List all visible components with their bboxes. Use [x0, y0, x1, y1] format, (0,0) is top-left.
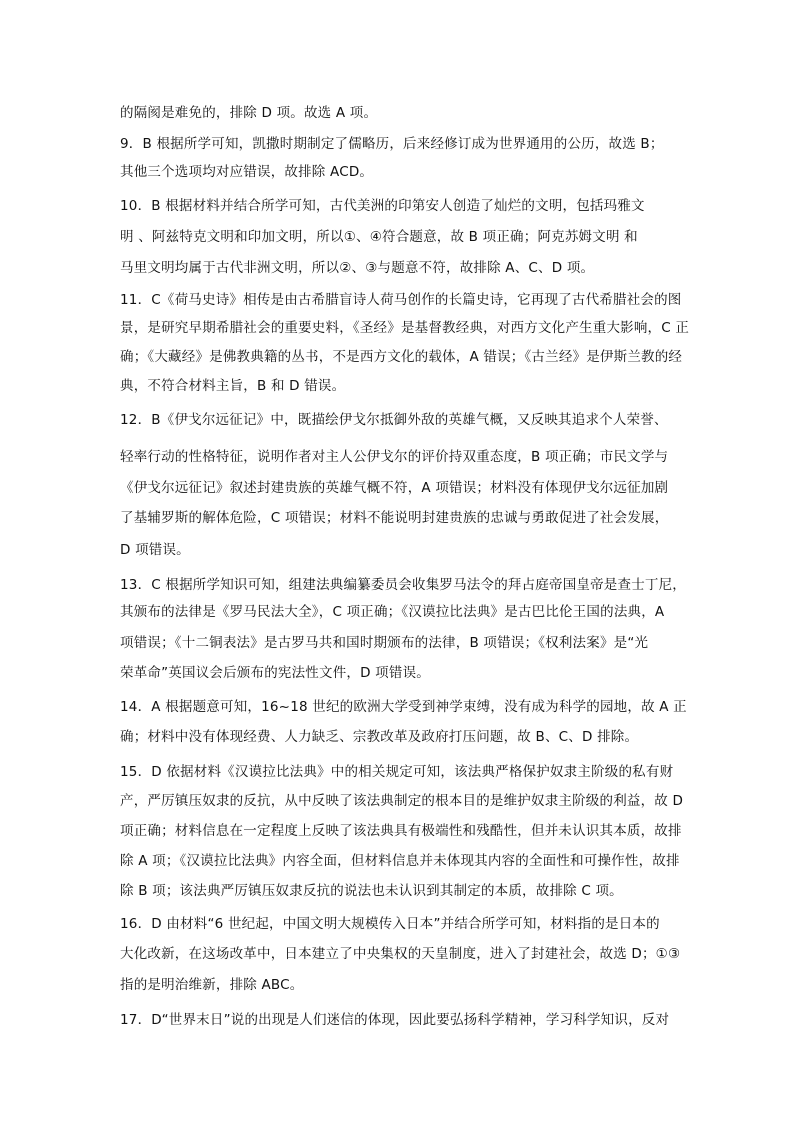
- text-line: 项正确；材料信息在一定程度上反映了该法典具有极端性和残酷性，但并未认识其本质，故排: [120, 823, 682, 839]
- text-line: 14．A 根据题意可知，16~18 世纪的欧洲大学受到神学束缚，没有成为科学的园地，故 A 正: [120, 699, 687, 715]
- text-line: 荣革命”英国议会后颁布的宪法性文件，D 项错误。: [120, 665, 430, 681]
- text-line: 马里文明均属于古代非洲文明，所以②、③与题意不符，故排除 A、C、D 项。: [120, 260, 595, 276]
- text-line: 13．C 根据所学知识可知，组建法典编纂委员会收集罗马法令的拜占庭帝国皇帝是查士丁尼，: [120, 577, 686, 593]
- text-line: 景，是研究早期希腊社会的重要史料，《圣经》是基督教经典，对西方文化产生重大影响，C 正: [120, 320, 690, 336]
- text-line: 轻率行动的性格特征，说明作者对主人公伊戈尔的评价持双重态度，B 项正确；市民文学与: [120, 449, 669, 465]
- text-line: 12．B《伊戈尔远征记》中，既描绘伊戈尔抵御外敌的英雄气概，又反映其追求个人荣誉、: [120, 412, 668, 428]
- text-line: 9．B 根据所学可知，凯撒时期制定了儒略历，后来经修订成为世界通用的公历，故选 B；: [120, 136, 664, 152]
- text-line: 15．D 依据材料《汉谟拉比法典》中的相关规定可知，该法典严格保护奴隶主阶级的私有财: [120, 764, 674, 780]
- text-line: 11．C《荷马史诗》相传是由古希腊盲诗人荷马创作的长篇史诗，它再现了古代希腊社会的图: [120, 292, 682, 308]
- text-line: 《伊戈尔远征记》叙述封建贵族的英雄气概不符，A 项错误；材料没有体现伊戈尔远征加剧: [120, 480, 669, 496]
- text-line: 确；材料中没有体现经费、人力缺乏、宗教改革及政府打压问题，故 B、C、D 排除。: [120, 729, 639, 745]
- text-line: 除 A 项；《汉谟拉比法典》内容全面，但材料信息并未体现其内容的全面性和可操作性，故排: [120, 853, 680, 869]
- text-line: 16．D 由材料“6 世纪起，中国文明大规模传入日本”并结合所学可知，材料指的是日本的: [120, 916, 660, 932]
- text-line: 大化改新，在这场改革中，日本建立了中央集权的天皇制度，进入了封建社会，故选 D；①③: [120, 946, 681, 962]
- text-line: 其他三个选项均对应错误，故排除 ACD。: [120, 164, 374, 180]
- text-line: 17．D“世界末日”说的出现是人们迷信的体现，因此要弘扬科学精神，学习科学知识，反对: [120, 1012, 670, 1028]
- text-line: 典，不符合材料主旨，B 和 D 错误。: [120, 378, 346, 394]
- text-line: 项错误；《十二铜表法》是古罗马共和国时期颁布的法律，B 项错误；《权利法案》是“光: [120, 635, 649, 651]
- text-line: 10．B 根据材料并结合所学可知，古代美洲的印第安人创造了灿烂的文明，包括玛雅文: [120, 198, 645, 214]
- text-line: 其颁布的法律是《罗马民法大全》，C 项正确；《汉谟拉比法典》是古巴比伦王国的法典，A: [120, 604, 665, 620]
- text-line: 明 、阿兹特克文明和印加文明，所以①、④符合题意，故 B 项正确；阿克苏姆文明 和: [120, 229, 638, 245]
- text-line: 确；《大藏经》是佛教典籍的丛书，不是西方文化的载体，A 错误；《古兰经》是伊斯兰教的经: [120, 349, 683, 365]
- text-line: 产，严厉镇压奴隶的反抗，从中反映了该法典制定的根本目的是维护奴隶主阶级的利益，故 D: [120, 793, 684, 809]
- text-line: 除 B 项；该法典严厉镇压奴隶反抗的说法也未认识到其制定的本质，故排除 C 项。: [120, 883, 623, 899]
- text-line: 了基辅罗斯的解体危险，C 项错误；材料不能说明封建贵族的忠诚与勇敢促进了社会发展，: [120, 510, 669, 526]
- text-line: D 项错误。: [120, 542, 190, 558]
- text-line: 的隔阂是难免的，排除 D 项。故选 A 项。: [120, 105, 378, 121]
- text-line: 指的是明治维新，排除 ABC。: [120, 977, 304, 993]
